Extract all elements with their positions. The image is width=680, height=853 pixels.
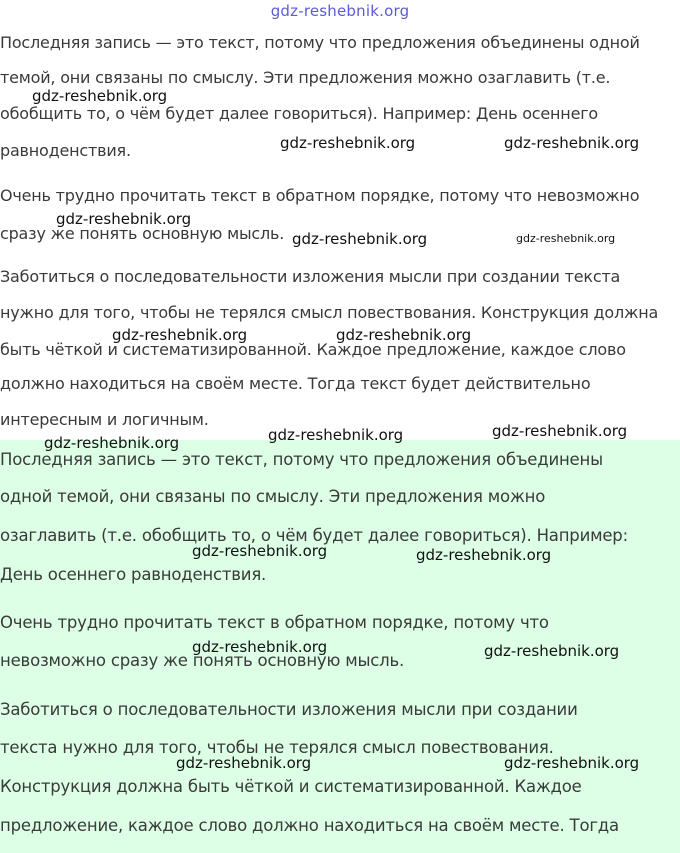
- text-line: одной темой, они связаны по смыслу. Эти предложения можно: [0, 487, 546, 506]
- text-line: День осеннего равноденствия.: [0, 565, 267, 584]
- text-line: равноденствия.: [0, 141, 131, 160]
- watermark: gdz-reshebnik.org: [336, 326, 472, 344]
- text-line: сразу же понять основную мысль.: [0, 224, 285, 243]
- watermark: gdz-reshebnik.org: [268, 426, 404, 444]
- watermark: gdz-reshebnik.org: [280, 134, 416, 152]
- text-line: обобщить то, о чём будет далее говориться). Например: День осеннего: [0, 104, 599, 123]
- watermark: gdz-reshebnik.org: [192, 542, 328, 560]
- watermark: gdz-reshebnik.org: [492, 422, 628, 440]
- text-line: Очень трудно прочитать текст в обратном порядке, потому что невозможно: [0, 186, 640, 205]
- text-line: Заботиться о последовательности изложения мысли при создании текста: [0, 267, 621, 286]
- text-line: Конструкция должна быть чёткой и систематизированной. Каждое: [0, 777, 582, 796]
- text-line: Последняя запись — это текст, потому что предложения объединены: [0, 450, 603, 469]
- text-line: интересным и логичным.: [0, 410, 209, 429]
- text-line: Последняя запись — это текст, потому что предложения объединены одной: [0, 33, 640, 52]
- watermark: gdz-reshebnik.org: [44, 434, 180, 452]
- watermark: gdz-reshebnik.org: [56, 210, 192, 228]
- text-line: Заботиться о последовательности изложения мысли при создании: [0, 700, 578, 719]
- watermark: gdz-reshebnik.org: [112, 326, 248, 344]
- watermark: gdz-reshebnik.org: [292, 230, 428, 248]
- text-line: должно находиться на своём месте. Тогда текст будет действительно: [0, 374, 591, 393]
- text-line: Очень трудно прочитать текст в обратном порядке, потому что: [0, 613, 549, 632]
- text-line: темой, они связаны по смыслу. Эти предложения можно озаглавить (т.е.: [0, 68, 611, 87]
- text-line: предложение, каждое слово должно находиться на своём месте. Тогда: [0, 816, 619, 835]
- text-line: быть чёткой и систематизированной. Каждое предложение, каждое слово: [0, 340, 626, 359]
- watermark: gdz-reshebnik.org: [416, 546, 552, 564]
- watermark: gdz-reshebnik.org: [504, 134, 640, 152]
- watermark: gdz-reshebnik.org: [176, 754, 312, 772]
- site-watermark-top: gdz-reshebnik.org: [270, 2, 410, 20]
- watermark: gdz-reshebnik.org: [484, 642, 620, 660]
- text-line: невозможно сразу же понять основную мысль.: [0, 651, 405, 670]
- watermark: gdz-reshebnik.org: [32, 87, 168, 105]
- watermark: gdz-reshebnik.org: [192, 638, 328, 656]
- text-line: озаглавить (т.е. обобщить то, о чём будет далее говориться). Например:: [0, 526, 628, 545]
- text-line: текста нужно для того, чтобы не терялся смысл повествования.: [0, 738, 554, 757]
- text-line: нужно для того, чтобы не терялся смысл повествования. Конструкция должна: [0, 303, 659, 322]
- watermark: gdz-reshebnik.org: [504, 754, 640, 772]
- watermark: gdz-reshebnik.org: [516, 232, 616, 245]
